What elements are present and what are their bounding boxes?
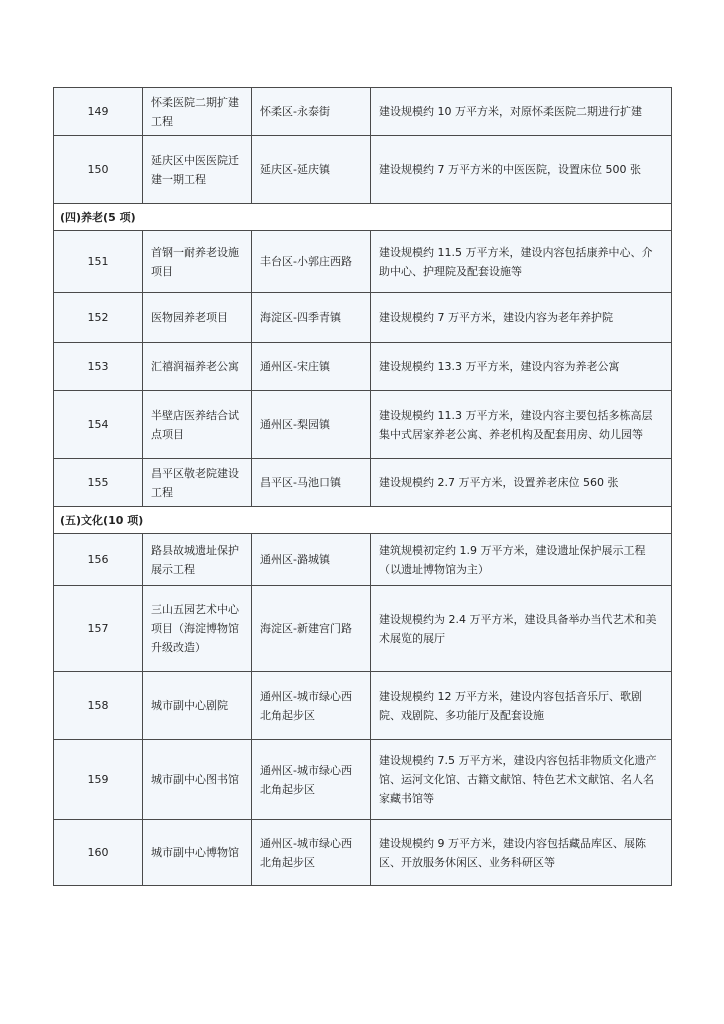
project-name: 半壁店医养结合试点项目: [143, 391, 252, 459]
project-name: 城市副中心图书馆: [143, 740, 252, 820]
project-content: 建设规模约 2.7 万平方米，设置养老床位 560 张: [371, 459, 672, 507]
project-name: 路县故城遗址保护展示工程: [143, 534, 252, 586]
project-name: 延庆区中医医院迁建一期工程: [143, 136, 252, 204]
project-number: 153: [54, 343, 143, 391]
project-number: 159: [54, 740, 143, 820]
project-location: 怀柔区-永泰街: [252, 88, 371, 136]
project-number: 156: [54, 534, 143, 586]
project-number: 152: [54, 293, 143, 343]
project-location: 海淀区-新建宫门路: [252, 586, 371, 672]
project-location: 海淀区-四季青镇: [252, 293, 371, 343]
project-content: 建设规模约为 2.4 万平方米，建设具备举办当代艺术和美术展览的展厅: [371, 586, 672, 672]
project-location: 延庆区-延庆镇: [252, 136, 371, 204]
project-content: 建设规模约 12 万平方米，建设内容包括音乐厅、歌剧院、戏剧院、多功能厅及配套设施: [371, 672, 672, 740]
project-location: 昌平区-马池口镇: [252, 459, 371, 507]
project-location: 通州区-城市绿心西北角起步区: [252, 740, 371, 820]
project-content: 建设规模约 7 万平方米的中医医院，设置床位 500 张: [371, 136, 672, 204]
table-row: [54, 231, 672, 293]
project-name: 城市副中心剧院: [143, 672, 252, 740]
table-row: [54, 820, 672, 886]
table-row: [54, 136, 672, 204]
table-row: [54, 293, 672, 343]
project-name: 医物园养老项目: [143, 293, 252, 343]
table-row: [54, 391, 672, 459]
table-row: [54, 459, 672, 507]
project-table: [53, 87, 672, 886]
section-header: [54, 507, 672, 534]
project-number: 157: [54, 586, 143, 672]
table-row: [54, 586, 672, 672]
project-number: 149: [54, 88, 143, 136]
project-content: 建筑规模初定约 1.9 万平方米，建设遗址保护展示工程（以遗址博物馆为主）: [371, 534, 672, 586]
project-location: 通州区-梨园镇: [252, 391, 371, 459]
project-number: 158: [54, 672, 143, 740]
project-name: 三山五园艺术中心项目（海淀博物馆升级改造）: [143, 586, 252, 672]
project-name: 城市副中心博物馆: [143, 820, 252, 886]
project-content: 建设规模约 11.3 万平方米，建设内容主要包括多栋高层集中式居家养老公寓、养老机构及配套用房、幼儿园等: [371, 391, 672, 459]
project-number: 160: [54, 820, 143, 886]
project-location: 通州区-宋庄镇: [252, 343, 371, 391]
table-row: [54, 740, 672, 820]
project-content: 建设规模约 9 万平方米，建设内容包括藏品库区、展陈区、开放服务休闲区、业务科研区等: [371, 820, 672, 886]
project-name: 首钢一耐养老设施项目: [143, 231, 252, 293]
section-title: (四)养老(5 项): [54, 204, 672, 231]
table-row: [54, 343, 672, 391]
project-content: 建设规模约 13.3 万平方米，建设内容为养老公寓: [371, 343, 672, 391]
project-name: 怀柔医院二期扩建工程: [143, 88, 252, 136]
project-name: 汇禧润福养老公寓: [143, 343, 252, 391]
project-content: 建设规模约 11.5 万平方米，建设内容包括康养中心、介助中心、护理院及配套设施等: [371, 231, 672, 293]
section-title: (五)文化(10 项): [54, 507, 672, 534]
project-number: 154: [54, 391, 143, 459]
project-number: 155: [54, 459, 143, 507]
project-location: 通州区-城市绿心西北角起步区: [252, 820, 371, 886]
project-content: 建设规模约 7 万平方米，建设内容为老年养护院: [371, 293, 672, 343]
project-name: 昌平区敬老院建设工程: [143, 459, 252, 507]
project-content: 建设规模约 7.5 万平方米，建设内容包括非物质文化遗产馆、运河文化馆、古籍文献馆、特色艺术文献馆、名人名家藏书馆等: [371, 740, 672, 820]
project-location: 通州区-城市绿心西北角起步区: [252, 672, 371, 740]
project-number: 151: [54, 231, 143, 293]
table-row: [54, 88, 672, 136]
section-header: [54, 204, 672, 231]
project-location: 通州区-潞城镇: [252, 534, 371, 586]
table-row: [54, 672, 672, 740]
project-location: 丰台区-小郭庄西路: [252, 231, 371, 293]
project-number: 150: [54, 136, 143, 204]
table-row: [54, 534, 672, 586]
project-content: 建设规模约 10 万平方米，对原怀柔医院二期进行扩建: [371, 88, 672, 136]
